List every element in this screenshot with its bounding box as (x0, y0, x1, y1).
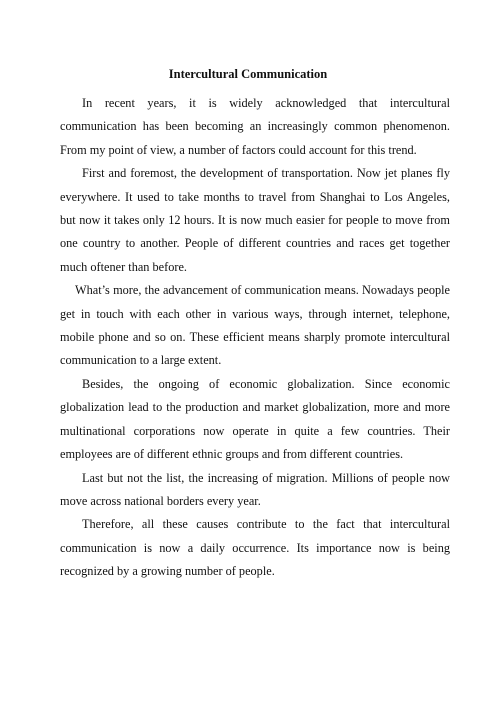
paragraph-2: First and foremost, the development of transportation. Now jet planes fly everywhere. It used to take months to travel from Shanghai to Los Angeles, but now it takes only 12 hours. It is now much easier for people to move from one country to another. People of different countries and races get together much oftener than before. (60, 166, 450, 274)
paragraph-5: Last but not the list, the increasing of migration. Millions of people now move across national borders every year. (60, 470, 450, 508)
document-title: Intercultural Communication (168, 67, 328, 81)
paragraph-6: Therefore, all these causes contribute to the fact that intercultural communication is now a daily occurrence. Its importance now is being recognized by a growing number of people. (60, 517, 450, 579)
paragraph-3: What’s more, the advancement of communication means. Nowadays people get in touch with each other in various ways, through internet, telephone, mobile phone and so on. These efficient means sharply promote intercultural communication to a large extent. (60, 283, 450, 368)
paragraph-4: Besides, the ongoing of economic globalization. Since economic globalization lead to the production and market globalization, more and more multinational corporations now operate in quite a few countries. Their employees are of different ethnic groups and from different countries. (60, 376, 450, 462)
paragraph-1: In recent years, it is widely acknowledged that intercultural communication has been becoming an increasingly common phenomenon. From my point of view, a number of factors could account for this trend. (60, 96, 450, 157)
document-body (60, 92, 450, 584)
